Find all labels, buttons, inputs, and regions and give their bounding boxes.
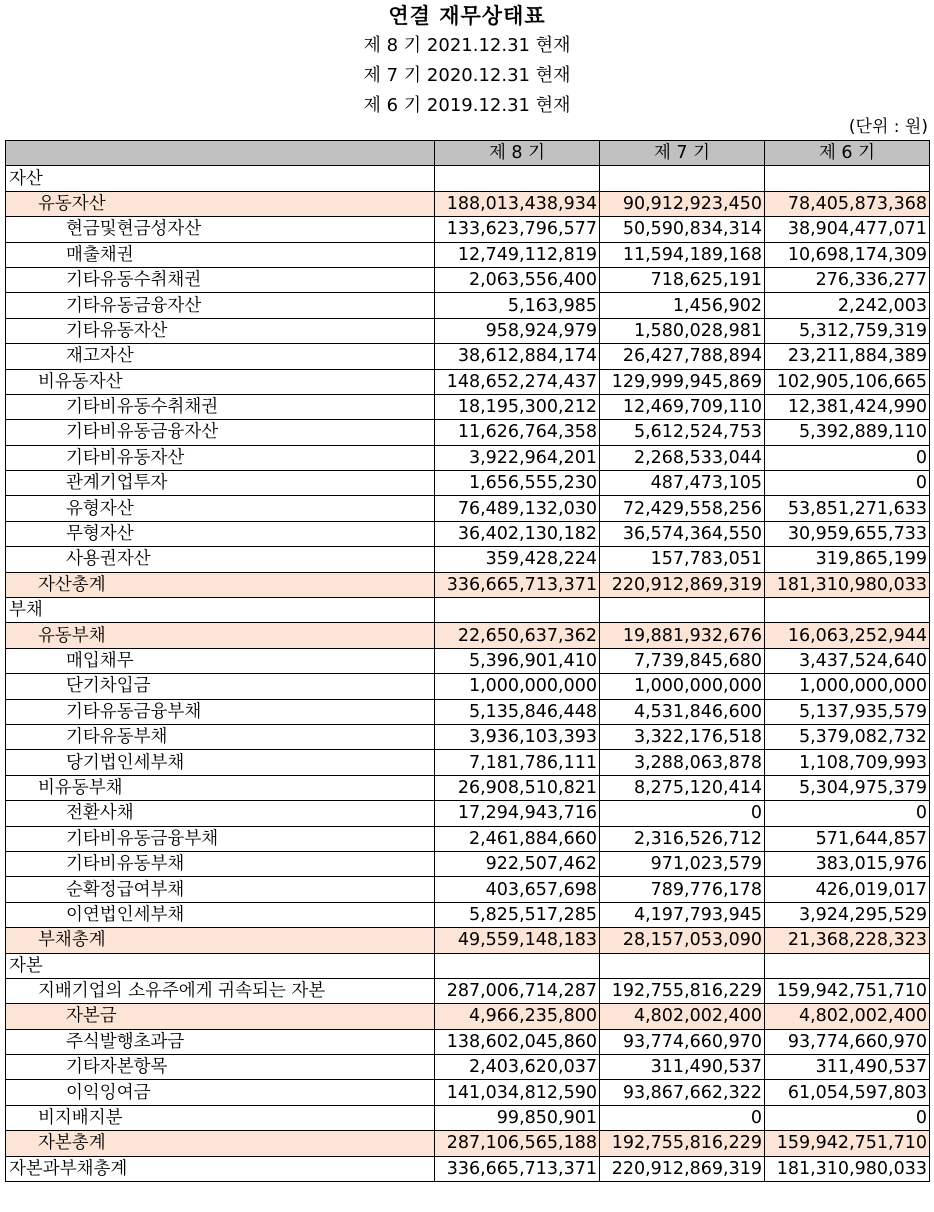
column-header-period-7: 제 7 기 (600, 141, 765, 166)
account-label: 재고자산 (6, 344, 435, 369)
table-row (6, 420, 930, 445)
account-label: 기타비유동수취채권 (6, 394, 435, 419)
table-row (6, 242, 930, 267)
amount-cell-period-6: 1,108,709,993 (765, 750, 930, 775)
amount-cell-period-6 (765, 953, 930, 978)
account-label: 유동부채 (6, 623, 435, 648)
amount-cell-period-7: 0 (600, 1105, 765, 1130)
account-label: 무형자산 (6, 521, 435, 546)
account-label: 부채총계 (6, 928, 435, 953)
amount-cell-period-7: 90,912,923,450 (600, 191, 765, 216)
amount-cell-period-7: 50,590,834,314 (600, 217, 765, 242)
amount-cell-period-8: 26,908,510,821 (435, 775, 600, 800)
amount-cell-period-7: 4,531,846,600 (600, 699, 765, 724)
account-label: 순확정급여부채 (6, 877, 435, 902)
table-row (6, 471, 930, 496)
amount-cell-period-7 (600, 953, 765, 978)
amount-cell-period-8: 2,461,884,660 (435, 826, 600, 851)
amount-cell-period-7: 93,774,660,970 (600, 1029, 765, 1054)
amount-cell-period-6: 5,392,889,110 (765, 420, 930, 445)
statement-header (0, 0, 934, 121)
table-row (6, 699, 930, 724)
account-label: 기타유동수취채권 (6, 267, 435, 292)
amount-cell-period-6: 276,336,277 (765, 267, 930, 292)
amount-cell-period-8: 4,966,235,800 (435, 1004, 600, 1029)
table-row (6, 724, 930, 749)
amount-cell-period-6: 5,379,082,732 (765, 724, 930, 749)
table-row (6, 801, 930, 826)
amount-cell-period-8: 148,652,274,437 (435, 369, 600, 394)
amount-cell-period-7: 1,580,028,981 (600, 318, 765, 343)
amount-cell-period-6: 311,490,537 (765, 1055, 930, 1080)
table-row (6, 344, 930, 369)
amount-cell-period-6: 21,368,228,323 (765, 928, 930, 953)
period-line-2: 제 7 기 2020.12.31 현재 (363, 65, 571, 86)
amount-cell-period-6: 12,381,424,990 (765, 394, 930, 419)
table-row (6, 750, 930, 775)
amount-cell-period-6: 2,242,003 (765, 293, 930, 318)
table-row (6, 826, 930, 851)
amount-cell-period-8: 38,612,884,174 (435, 344, 600, 369)
table-row (6, 648, 930, 673)
amount-cell-period-8: 188,013,438,934 (435, 191, 600, 216)
account-label: 매출채권 (6, 242, 435, 267)
amount-cell-period-8: 287,006,714,287 (435, 978, 600, 1003)
amount-cell-period-8: 5,396,901,410 (435, 648, 600, 673)
table-row (6, 267, 930, 292)
amount-cell-period-6: 93,774,660,970 (765, 1029, 930, 1054)
period-line-1: 제 8 기 2021.12.31 현재 (363, 35, 571, 56)
amount-cell-period-8: 138,602,045,860 (435, 1029, 600, 1054)
amount-cell-period-6: 5,137,935,579 (765, 699, 930, 724)
table-row (6, 851, 930, 876)
account-label: 기타비유동자산 (6, 445, 435, 470)
table-row (6, 1004, 930, 1029)
amount-cell-period-8: 7,181,786,111 (435, 750, 600, 775)
amount-cell-period-7: 192,755,816,229 (600, 1131, 765, 1156)
unit-label: (단위 : 원) (848, 117, 928, 137)
account-label: 이익잉여금 (6, 1080, 435, 1105)
account-label: 기타비유동금융자산 (6, 420, 435, 445)
amount-cell-period-6: 102,905,106,665 (765, 369, 930, 394)
table-row (6, 953, 930, 978)
account-label: 단기차입금 (6, 674, 435, 699)
amount-cell-period-6: 1,000,000,000 (765, 674, 930, 699)
table-header-row (6, 141, 930, 166)
amount-cell-period-7: 11,594,189,168 (600, 242, 765, 267)
account-label: 주식발행초과금 (6, 1029, 435, 1054)
amount-cell-period-7: 5,612,524,753 (600, 420, 765, 445)
account-label: 자산 (6, 166, 435, 191)
amount-cell-period-8: 49,559,148,183 (435, 928, 600, 953)
account-label: 이연법인세부채 (6, 902, 435, 927)
account-label: 기타유동부채 (6, 724, 435, 749)
table-row (6, 1029, 930, 1054)
table-row (6, 902, 930, 927)
amount-cell-period-8: 922,507,462 (435, 851, 600, 876)
account-label: 매입채무 (6, 648, 435, 673)
account-label: 기타자본항목 (6, 1055, 435, 1080)
amount-cell-period-6: 53,851,271,633 (765, 496, 930, 521)
amount-cell-period-7: 789,776,178 (600, 877, 765, 902)
amount-cell-period-6: 181,310,980,033 (765, 1156, 930, 1181)
amount-cell-period-6: 16,063,252,944 (765, 623, 930, 648)
amount-cell-period-7: 718,625,191 (600, 267, 765, 292)
amount-cell-period-8: 5,825,517,285 (435, 902, 600, 927)
amount-cell-period-6: 30,959,655,733 (765, 521, 930, 546)
table-row (6, 369, 930, 394)
amount-cell-period-6: 78,405,873,368 (765, 191, 930, 216)
table-row (6, 598, 930, 623)
amount-cell-period-7: 129,999,945,869 (600, 369, 765, 394)
table-row (6, 166, 930, 191)
account-label: 기타유동금융부채 (6, 699, 435, 724)
amount-cell-period-8 (435, 953, 600, 978)
table-row (6, 775, 930, 800)
table-row (6, 572, 930, 597)
amount-cell-period-6: 319,865,199 (765, 547, 930, 572)
table-row (6, 394, 930, 419)
account-label: 유형자산 (6, 496, 435, 521)
amount-cell-period-7: 3,322,176,518 (600, 724, 765, 749)
table-row (6, 928, 930, 953)
amount-cell-period-8: 5,163,985 (435, 293, 600, 318)
amount-cell-period-6: 181,310,980,033 (765, 572, 930, 597)
table-row (6, 1105, 930, 1130)
amount-cell-period-8: 403,657,698 (435, 877, 600, 902)
account-label: 자본과부채총계 (6, 1156, 435, 1181)
amount-cell-period-7: 19,881,932,676 (600, 623, 765, 648)
amount-cell-period-7: 311,490,537 (600, 1055, 765, 1080)
amount-cell-period-8: 359,428,224 (435, 547, 600, 572)
amount-cell-period-6: 38,904,477,071 (765, 217, 930, 242)
amount-cell-period-8: 17,294,943,716 (435, 801, 600, 826)
table-row (6, 445, 930, 470)
amount-cell-period-8: 99,850,901 (435, 1105, 600, 1130)
amount-cell-period-7: 28,157,053,090 (600, 928, 765, 953)
amount-cell-period-7: 12,469,709,110 (600, 394, 765, 419)
table-row (6, 1131, 930, 1156)
amount-cell-period-7: 7,739,845,680 (600, 648, 765, 673)
amount-cell-period-8: 76,489,132,030 (435, 496, 600, 521)
table-body (6, 166, 930, 1182)
amount-cell-period-8: 336,665,713,371 (435, 1156, 600, 1181)
amount-cell-period-6: 61,054,597,803 (765, 1080, 930, 1105)
amount-cell-period-7: 192,755,816,229 (600, 978, 765, 1003)
table-row (6, 978, 930, 1003)
account-label: 전환사채 (6, 801, 435, 826)
amount-cell-period-6: 0 (765, 1105, 930, 1130)
amount-cell-period-6: 10,698,174,309 (765, 242, 930, 267)
amount-cell-period-8: 336,665,713,371 (435, 572, 600, 597)
amount-cell-period-6 (765, 598, 930, 623)
amount-cell-period-8: 133,623,796,577 (435, 217, 600, 242)
amount-cell-period-7: 487,473,105 (600, 471, 765, 496)
amount-cell-period-7: 2,268,533,044 (600, 445, 765, 470)
amount-cell-period-7 (600, 598, 765, 623)
account-label: 자본 (6, 953, 435, 978)
amount-cell-period-6: 426,019,017 (765, 877, 930, 902)
table-row (6, 547, 930, 572)
table-row (6, 521, 930, 546)
amount-cell-period-7: 3,288,063,878 (600, 750, 765, 775)
balance-sheet-table (5, 140, 930, 1182)
account-label: 자본총계 (6, 1131, 435, 1156)
amount-cell-period-7: 2,316,526,712 (600, 826, 765, 851)
account-label: 기타비유동금융부채 (6, 826, 435, 851)
amount-cell-period-7: 36,574,364,550 (600, 521, 765, 546)
column-header-period-6: 제 6 기 (765, 141, 930, 166)
account-label: 비지배지분 (6, 1105, 435, 1130)
amount-cell-period-7: 971,023,579 (600, 851, 765, 876)
amount-cell-period-6: 3,437,524,640 (765, 648, 930, 673)
amount-cell-period-6: 23,211,884,389 (765, 344, 930, 369)
account-label: 관계기업투자 (6, 471, 435, 496)
amount-cell-period-8: 18,195,300,212 (435, 394, 600, 419)
table-row (6, 191, 930, 216)
amount-cell-period-8: 958,924,979 (435, 318, 600, 343)
table-row (6, 1080, 930, 1105)
amount-cell-period-7: 1,456,902 (600, 293, 765, 318)
amount-cell-period-8: 1,000,000,000 (435, 674, 600, 699)
amount-cell-period-8: 22,650,637,362 (435, 623, 600, 648)
amount-cell-period-8: 287,106,565,188 (435, 1131, 600, 1156)
table-row (6, 1156, 930, 1181)
amount-cell-period-6 (765, 166, 930, 191)
amount-cell-period-7: 1,000,000,000 (600, 674, 765, 699)
amount-cell-period-8 (435, 598, 600, 623)
account-label: 자산총계 (6, 572, 435, 597)
table-row (6, 1055, 930, 1080)
account-label: 지배기업의 소유주에게 귀속되는 자본 (6, 978, 435, 1003)
account-label: 유동자산 (6, 191, 435, 216)
account-label: 기타유동자산 (6, 318, 435, 343)
amount-cell-period-8: 36,402,130,182 (435, 521, 600, 546)
amount-cell-period-7: 26,427,788,894 (600, 344, 765, 369)
table-row (6, 293, 930, 318)
account-label: 비유동부채 (6, 775, 435, 800)
amount-cell-period-6: 571,644,857 (765, 826, 930, 851)
amount-cell-period-7: 93,867,662,322 (600, 1080, 765, 1105)
table-row (6, 877, 930, 902)
table-row (6, 623, 930, 648)
amount-cell-period-6: 4,802,002,400 (765, 1004, 930, 1029)
amount-cell-period-8: 141,034,812,590 (435, 1080, 600, 1105)
account-label: 당기법인세부채 (6, 750, 435, 775)
account-label: 자본금 (6, 1004, 435, 1029)
amount-cell-period-8: 3,922,964,201 (435, 445, 600, 470)
period-line-3: 제 6 기 2019.12.31 현재 (363, 95, 571, 116)
amount-cell-period-6: 5,304,975,379 (765, 775, 930, 800)
amount-cell-period-6: 159,942,751,710 (765, 1131, 930, 1156)
amount-cell-period-6: 5,312,759,319 (765, 318, 930, 343)
amount-cell-period-8: 11,626,764,358 (435, 420, 600, 445)
table-row (6, 496, 930, 521)
amount-cell-period-6: 383,015,976 (765, 851, 930, 876)
amount-cell-period-6: 0 (765, 445, 930, 470)
amount-cell-period-7 (600, 166, 765, 191)
amount-cell-period-7: 4,802,002,400 (600, 1004, 765, 1029)
amount-cell-period-7: 8,275,120,414 (600, 775, 765, 800)
column-header-period-8: 제 8 기 (435, 141, 600, 166)
account-label: 비유동자산 (6, 369, 435, 394)
account-label: 기타유동금융자산 (6, 293, 435, 318)
column-header-account (6, 141, 435, 166)
amount-cell-period-8 (435, 166, 600, 191)
amount-cell-period-8: 1,656,555,230 (435, 471, 600, 496)
account-label: 사용권자산 (6, 547, 435, 572)
amount-cell-period-6: 159,942,751,710 (765, 978, 930, 1003)
account-label: 현금및현금성자산 (6, 217, 435, 242)
amount-cell-period-7: 220,912,869,319 (600, 1156, 765, 1181)
amount-cell-period-7: 0 (600, 801, 765, 826)
amount-cell-period-8: 2,063,556,400 (435, 267, 600, 292)
table-row (6, 217, 930, 242)
amount-cell-period-7: 72,429,558,256 (600, 496, 765, 521)
amount-cell-period-6: 3,924,295,529 (765, 902, 930, 927)
amount-cell-period-6: 0 (765, 471, 930, 496)
amount-cell-period-8: 12,749,112,819 (435, 242, 600, 267)
amount-cell-period-8: 3,936,103,393 (435, 724, 600, 749)
table-row (6, 318, 930, 343)
amount-cell-period-6: 0 (765, 801, 930, 826)
amount-cell-period-7: 220,912,869,319 (600, 572, 765, 597)
account-label: 부채 (6, 598, 435, 623)
statement-title: 연결 재무상태표 (388, 4, 546, 28)
amount-cell-period-8: 2,403,620,037 (435, 1055, 600, 1080)
account-label: 기타비유동부채 (6, 851, 435, 876)
amount-cell-period-7: 4,197,793,945 (600, 902, 765, 927)
amount-cell-period-7: 157,783,051 (600, 547, 765, 572)
table-row (6, 674, 930, 699)
amount-cell-period-8: 5,135,846,448 (435, 699, 600, 724)
